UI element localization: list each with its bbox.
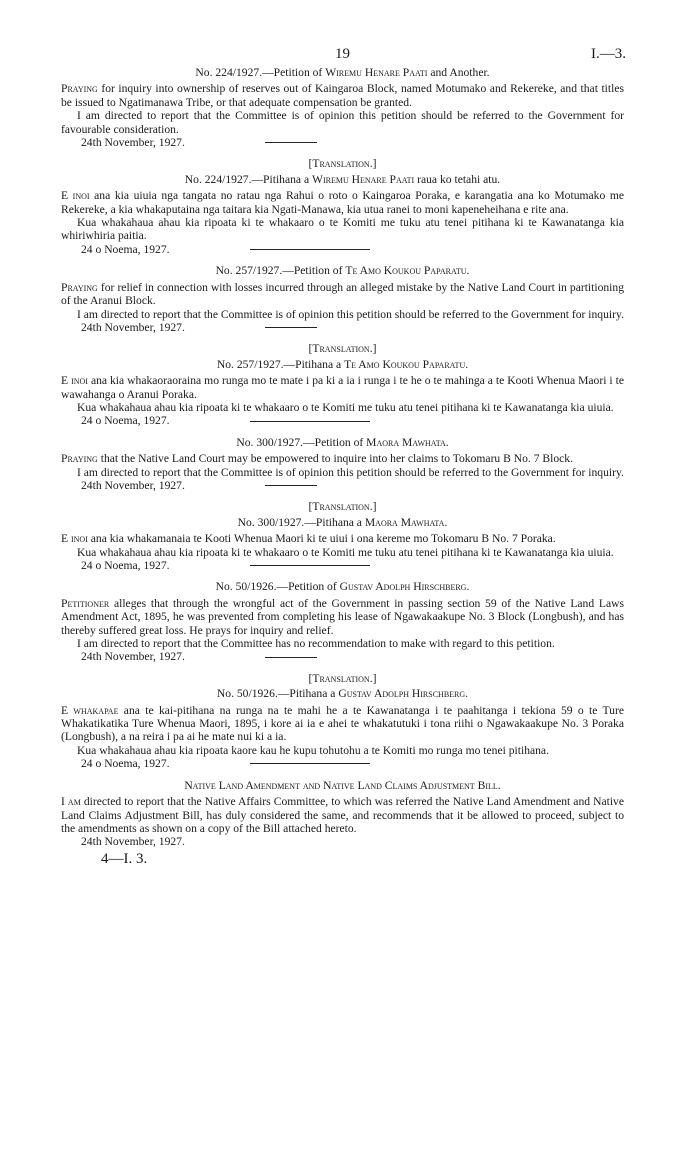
section-date-row <box>61 559 624 572</box>
section-report: Kua whakahaua ahau kia ripoata ki te whakaaro o te Komiti me tuku atu tenei pitihana ki te Kawanatanga kia uiuia. <box>77 545 614 559</box>
section-date-row <box>61 757 624 770</box>
section-body: E inoi ana kia whakamanaia te Kooti Whenua Maori ki te uiui i ona kereme mo Tokomaru B No. 7 Poraka. <box>61 532 556 546</box>
petitioner-name: Te Amo Koukou Paparatu <box>345 264 467 278</box>
section-body: E whakapae ana te kai-pitihana na runga na te mahi he a te Kawanatanga i te paahitanga i tekiona 59 o te Ture Whakatikatika Ture Whenua Maori, 1895, i kore ai ia e ahei te whakatutuki i tona riihi o Ngawakaakupe No. 3 Poraka (Longbush), a na reira i pa ai he mate nui ki a ia. <box>61 703 624 744</box>
section-date: 24 o Noema, 1927. <box>81 757 170 771</box>
section-report: Kua whakahaua ahau kia ripoata ki te whakaaro o te Komiti me tuku atu tenei pitihana ki te Kawanatanga kia uiuia. <box>77 400 614 414</box>
separator-rule <box>265 485 317 486</box>
section-body: E inoi ana kia whakaoraoraina mo runga mo te mate i pa ki a ia i runga i te he o te mahinga a te Kooti Whenua Maori i te wawahanga o Aranui Poraka. <box>61 374 624 401</box>
bill-section <box>61 779 624 849</box>
section-date-row <box>61 414 624 427</box>
petitioner-name: Te Amo Koukou Paparatu <box>344 357 466 371</box>
separator-rule <box>250 565 370 566</box>
section-title: No. 224/1927.—Pitihana a Wiremu Henare Paati raua ko tetahi atu. <box>184 172 501 186</box>
translation-label: [Translation.] <box>308 342 377 356</box>
petitioner-name: Maora Mawhata <box>366 435 446 449</box>
petition-section <box>61 66 624 149</box>
translation-section <box>61 342 624 427</box>
petition-section <box>61 580 624 663</box>
section-date-row <box>61 479 624 492</box>
petition-section <box>61 264 624 334</box>
section-title: No. 300/1927.—Pitihana a Maora Mawhata. <box>237 515 448 529</box>
translation-section <box>61 157 624 256</box>
document-reference: I.—3. <box>591 46 626 62</box>
section-report: I am directed to report that the Committee is of opinion this petition should be referred to the Government for favourable consideration. <box>61 109 624 136</box>
petitioner-name: Wiremu Henare Paati <box>312 172 415 186</box>
separator-rule <box>265 657 317 658</box>
section-title: No. 224/1927.—Petition of Wiremu Henare Paati and Another. <box>195 66 490 79</box>
section-date: 24th November, 1927. <box>81 136 185 150</box>
section-body: I am directed to report that the Native Affairs Committee, to which was referred the Native Land Amendment and Native Land Claims Adjustment Bill, has duly considered the same, and recommends that it be allowed to proceed, subject to the amendments as shown on a copy of the Bill attached hereto. <box>61 795 624 835</box>
section-body: E inoi ana kia uiuia nga tangata no ratau nga Rahui o roto o Kaingaroa Poraka, e karangatia ana ko Motumako me Rekereke, a kia whakaputaina nga taitara kia Ngati-Manawa, kia utua ranei to moni kapeneheihana e rite ana. <box>61 189 624 216</box>
section-date-row <box>61 136 624 149</box>
separator-rule <box>250 249 370 250</box>
section-title: No. 257/1927.—Petition of Te Amo Koukou Paparatu. <box>215 264 470 278</box>
section-date: 24 o Noema, 1927. <box>81 559 170 572</box>
section-report: I am directed to report that the Committee has no recommendation to make with regard to this petition. <box>77 637 555 651</box>
separator-rule <box>265 142 317 143</box>
section-title: No. 257/1927.—Pitihana a Te Amo Koukou Paparatu. <box>216 357 469 371</box>
section-body: Praying for inquiry into ownership of reserves out of Kaingaroa Block, named Motumako and Rekereke, and that titles be issued to Ngatimanawa Tribe, or that adequate compensation be granted. <box>61 82 624 109</box>
petitioner-name: Wiremu Henare Paati <box>325 66 428 79</box>
section-body: Petitioner alleges that through the wrongful act of the Government in passing section 59 of the Native Land Laws Amendment Act, 1895, he was prevented from completing his lease of Ngawakaakupe No. 3 Block (Longbush), and has thereby suffered great loss. He prays for inquiry and relief. <box>61 596 624 637</box>
separator-rule <box>250 763 370 764</box>
section-date-row <box>61 243 624 256</box>
section-title: No. 50/1926.—Petition of Gustav Adolph Hirschberg. <box>215 580 470 594</box>
separator-rule <box>265 327 317 328</box>
section-report: Kua whakahaua ahau kia ripoata ki te whakaaro o te Komiti me tuku atu tenei pitihana ki te Kawanatanga kia whiriwhiria paitia. <box>61 216 624 243</box>
section-date: 24th November, 1927. <box>81 835 185 849</box>
petition-section <box>61 436 624 493</box>
petitioner-name: Maora Mawhata <box>364 515 445 529</box>
section-date-row <box>61 321 624 334</box>
translation-label: [Translation.] <box>308 500 377 514</box>
section-report: Kua whakahaua ahau kia ripoata kaore kau he kupu tohutohu a te Komiti mo runga mo tenei pitihana. <box>77 743 549 757</box>
section-title: No. 50/1926.—Pitihana a Gustav Adolph Hirschberg. <box>216 687 469 701</box>
section-body: Praying for relief in connection with losses incurred through an alleged mistake by the Native Land Court in partitioning of the Aranui Block. <box>61 280 624 308</box>
section-body: Praying that the Native Land Court may be empowered to inquire into her claims to Tokomaru B No. 7 Block. <box>61 452 574 466</box>
translation-section <box>61 500 624 572</box>
separator-rule <box>250 421 370 422</box>
petitioner-name: Gustav Adolph Hirschberg <box>339 580 467 594</box>
section-date: 24th November, 1927. <box>81 650 185 664</box>
section-title: Native Land Amendment and Native Land Claims Adjustment Bill. <box>184 778 501 792</box>
signature-mark: 4—I. 3. <box>101 850 148 867</box>
section-date: 24th November, 1927. <box>81 478 185 492</box>
section-date: 24th November, 1927. <box>81 320 185 334</box>
section-report: I am directed to report that the Committee is of opinion this petition should be referred to the Government for inquiry. <box>77 465 624 479</box>
translation-label: [Translation.] <box>308 671 377 685</box>
section-date: 24 o Noema, 1927. <box>81 242 170 256</box>
section-title: No. 300/1927.—Petition of Maora Mawhata. <box>236 435 449 449</box>
bill-name: Native Land Amendment and Native Land Claims Adjustment Bill <box>184 778 498 792</box>
translation-label: [Translation.] <box>308 157 377 171</box>
section-date: 24 o Noema, 1927. <box>81 414 170 428</box>
page-number: 19 <box>335 46 350 62</box>
petitioner-name: Gustav Adolph Hirschberg <box>338 687 466 701</box>
section-date-row <box>61 650 624 663</box>
page-header <box>61 40 624 64</box>
translation-section <box>61 672 624 771</box>
section-date-row <box>61 835 624 848</box>
section-report: I am directed to report that the Committee is of opinion this petition should be referred to the Government for inquiry. <box>77 307 624 321</box>
